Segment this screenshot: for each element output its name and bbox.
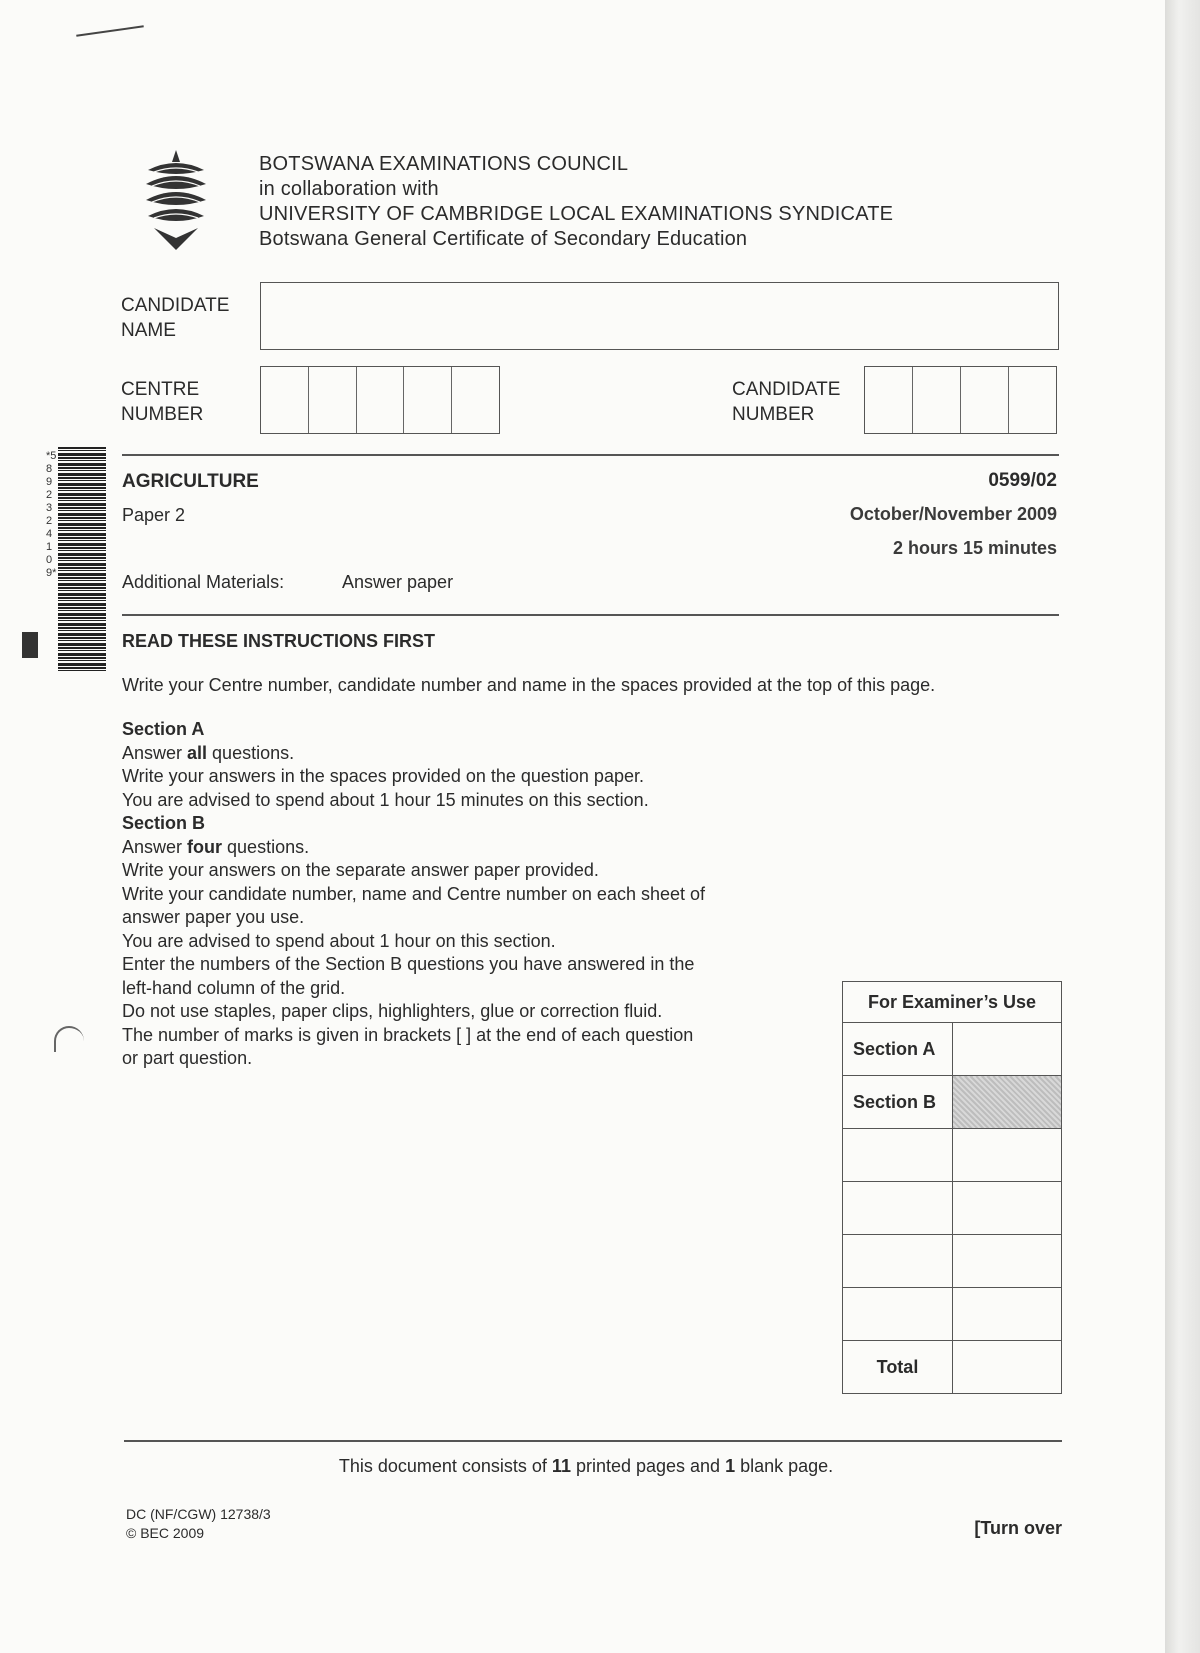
instruction-line: Do not use staples, paper clips, highlighters, glue or correction fluid. [122, 1001, 663, 1021]
candidate-name-field[interactable] [260, 282, 1059, 350]
turn-over-label: [Turn over [974, 1518, 1062, 1538]
paper-number: Paper 2 [122, 505, 186, 525]
instruction-line: Answer four questions. [122, 836, 310, 857]
instruction-line: answer paper you use. [122, 907, 305, 927]
paper-code: 0599/02 [988, 470, 1057, 491]
header-collab: in collaboration with [259, 178, 439, 200]
instructions-body [122, 718, 762, 1071]
total-label: Total [843, 1341, 953, 1394]
materials-label: Additional Materials: [122, 572, 285, 592]
question-cell[interactable] [843, 1182, 953, 1235]
row-label: Section B [843, 1076, 953, 1129]
materials-value: Answer paper [342, 572, 454, 592]
question-cell[interactable] [843, 1129, 953, 1182]
instructions-heading: READ THESE INSTRUCTIONS FIRST [122, 631, 436, 651]
page-edge [1165, 0, 1200, 1653]
candidate-name-label: CANDIDATE NAME [121, 295, 230, 341]
barcode [58, 447, 106, 672]
exam-session: October/November 2009 [849, 504, 1057, 524]
instruction-line: Write your answers in the spaces provided on the question paper. [122, 766, 644, 786]
bec-logo-icon [140, 148, 212, 258]
section-b-heading: Section B [122, 813, 206, 833]
instruction-line: Write your candidate number, name and Centre number on each sheet of [122, 883, 706, 904]
row-label: Section A [843, 1023, 953, 1076]
mark-cell[interactable] [953, 1288, 1062, 1341]
divider [122, 454, 1059, 456]
mark-cell[interactable] [953, 1182, 1062, 1235]
total-cell[interactable] [953, 1341, 1062, 1394]
instructions-intro: Write your Centre number, candidate number and name in the spaces provided at the top of this page. [122, 675, 936, 695]
divider [124, 1440, 1062, 1442]
examiner-table-title: For Examiner’s Use [843, 982, 1062, 1023]
candidate-number-field[interactable] [864, 366, 1057, 434]
instruction-line: You are advised to spend about 1 hour 15 minutes on this section. [122, 789, 649, 810]
instruction-line: left-hand column of the grid. [122, 977, 346, 998]
scan-mark [76, 25, 144, 36]
exam-duration: 2 hours 15 minutes [892, 538, 1057, 558]
scan-mark [22, 632, 38, 658]
question-cell[interactable] [843, 1235, 953, 1288]
divider [122, 614, 1059, 616]
instruction-line: You are advised to spend about 1 hour on this section. [122, 930, 556, 951]
centre-number-field[interactable] [260, 366, 500, 434]
question-cell[interactable] [843, 1288, 953, 1341]
scan-mark [54, 1026, 84, 1052]
centre-number-label: CENTRE NUMBER [121, 379, 204, 425]
mark-cell[interactable] [953, 1235, 1062, 1288]
section-a-heading: Section A [122, 719, 205, 739]
shaded-cell [953, 1076, 1062, 1129]
instruction-line: or part question. [122, 1048, 253, 1068]
instruction-line: The number of marks is given in brackets [ ] at the end of each question [122, 1024, 694, 1045]
header-council: BOTSWANA EXAMINATIONS COUNCIL [259, 153, 629, 175]
mark-cell[interactable] [953, 1023, 1062, 1076]
barcode-number: *5892324109* [46, 450, 57, 579]
page-count-note: This document consists of 11 printed pages and 1 blank page. [338, 1456, 834, 1476]
mark-cell[interactable] [953, 1129, 1062, 1182]
instruction-line: Write your answers on the separate answer paper provided. [122, 860, 599, 880]
instruction-line: Answer all questions. [122, 742, 295, 763]
header-certificate: Botswana General Certificate of Secondary Education [259, 228, 748, 250]
subject-title: AGRICULTURE [122, 471, 259, 492]
instruction-line: Enter the numbers of the Section B questions you have answered in the [122, 954, 695, 974]
examiner-use-table [842, 981, 1062, 1394]
document-reference: DC (NF/CGW) 12738/3 © BEC 2009 [126, 1506, 271, 1541]
header-syndicate: UNIVERSITY OF CAMBRIDGE LOCAL EXAMINATIONS SYNDICATE [259, 203, 894, 225]
candidate-number-label: CANDIDATE NUMBER [732, 379, 841, 425]
